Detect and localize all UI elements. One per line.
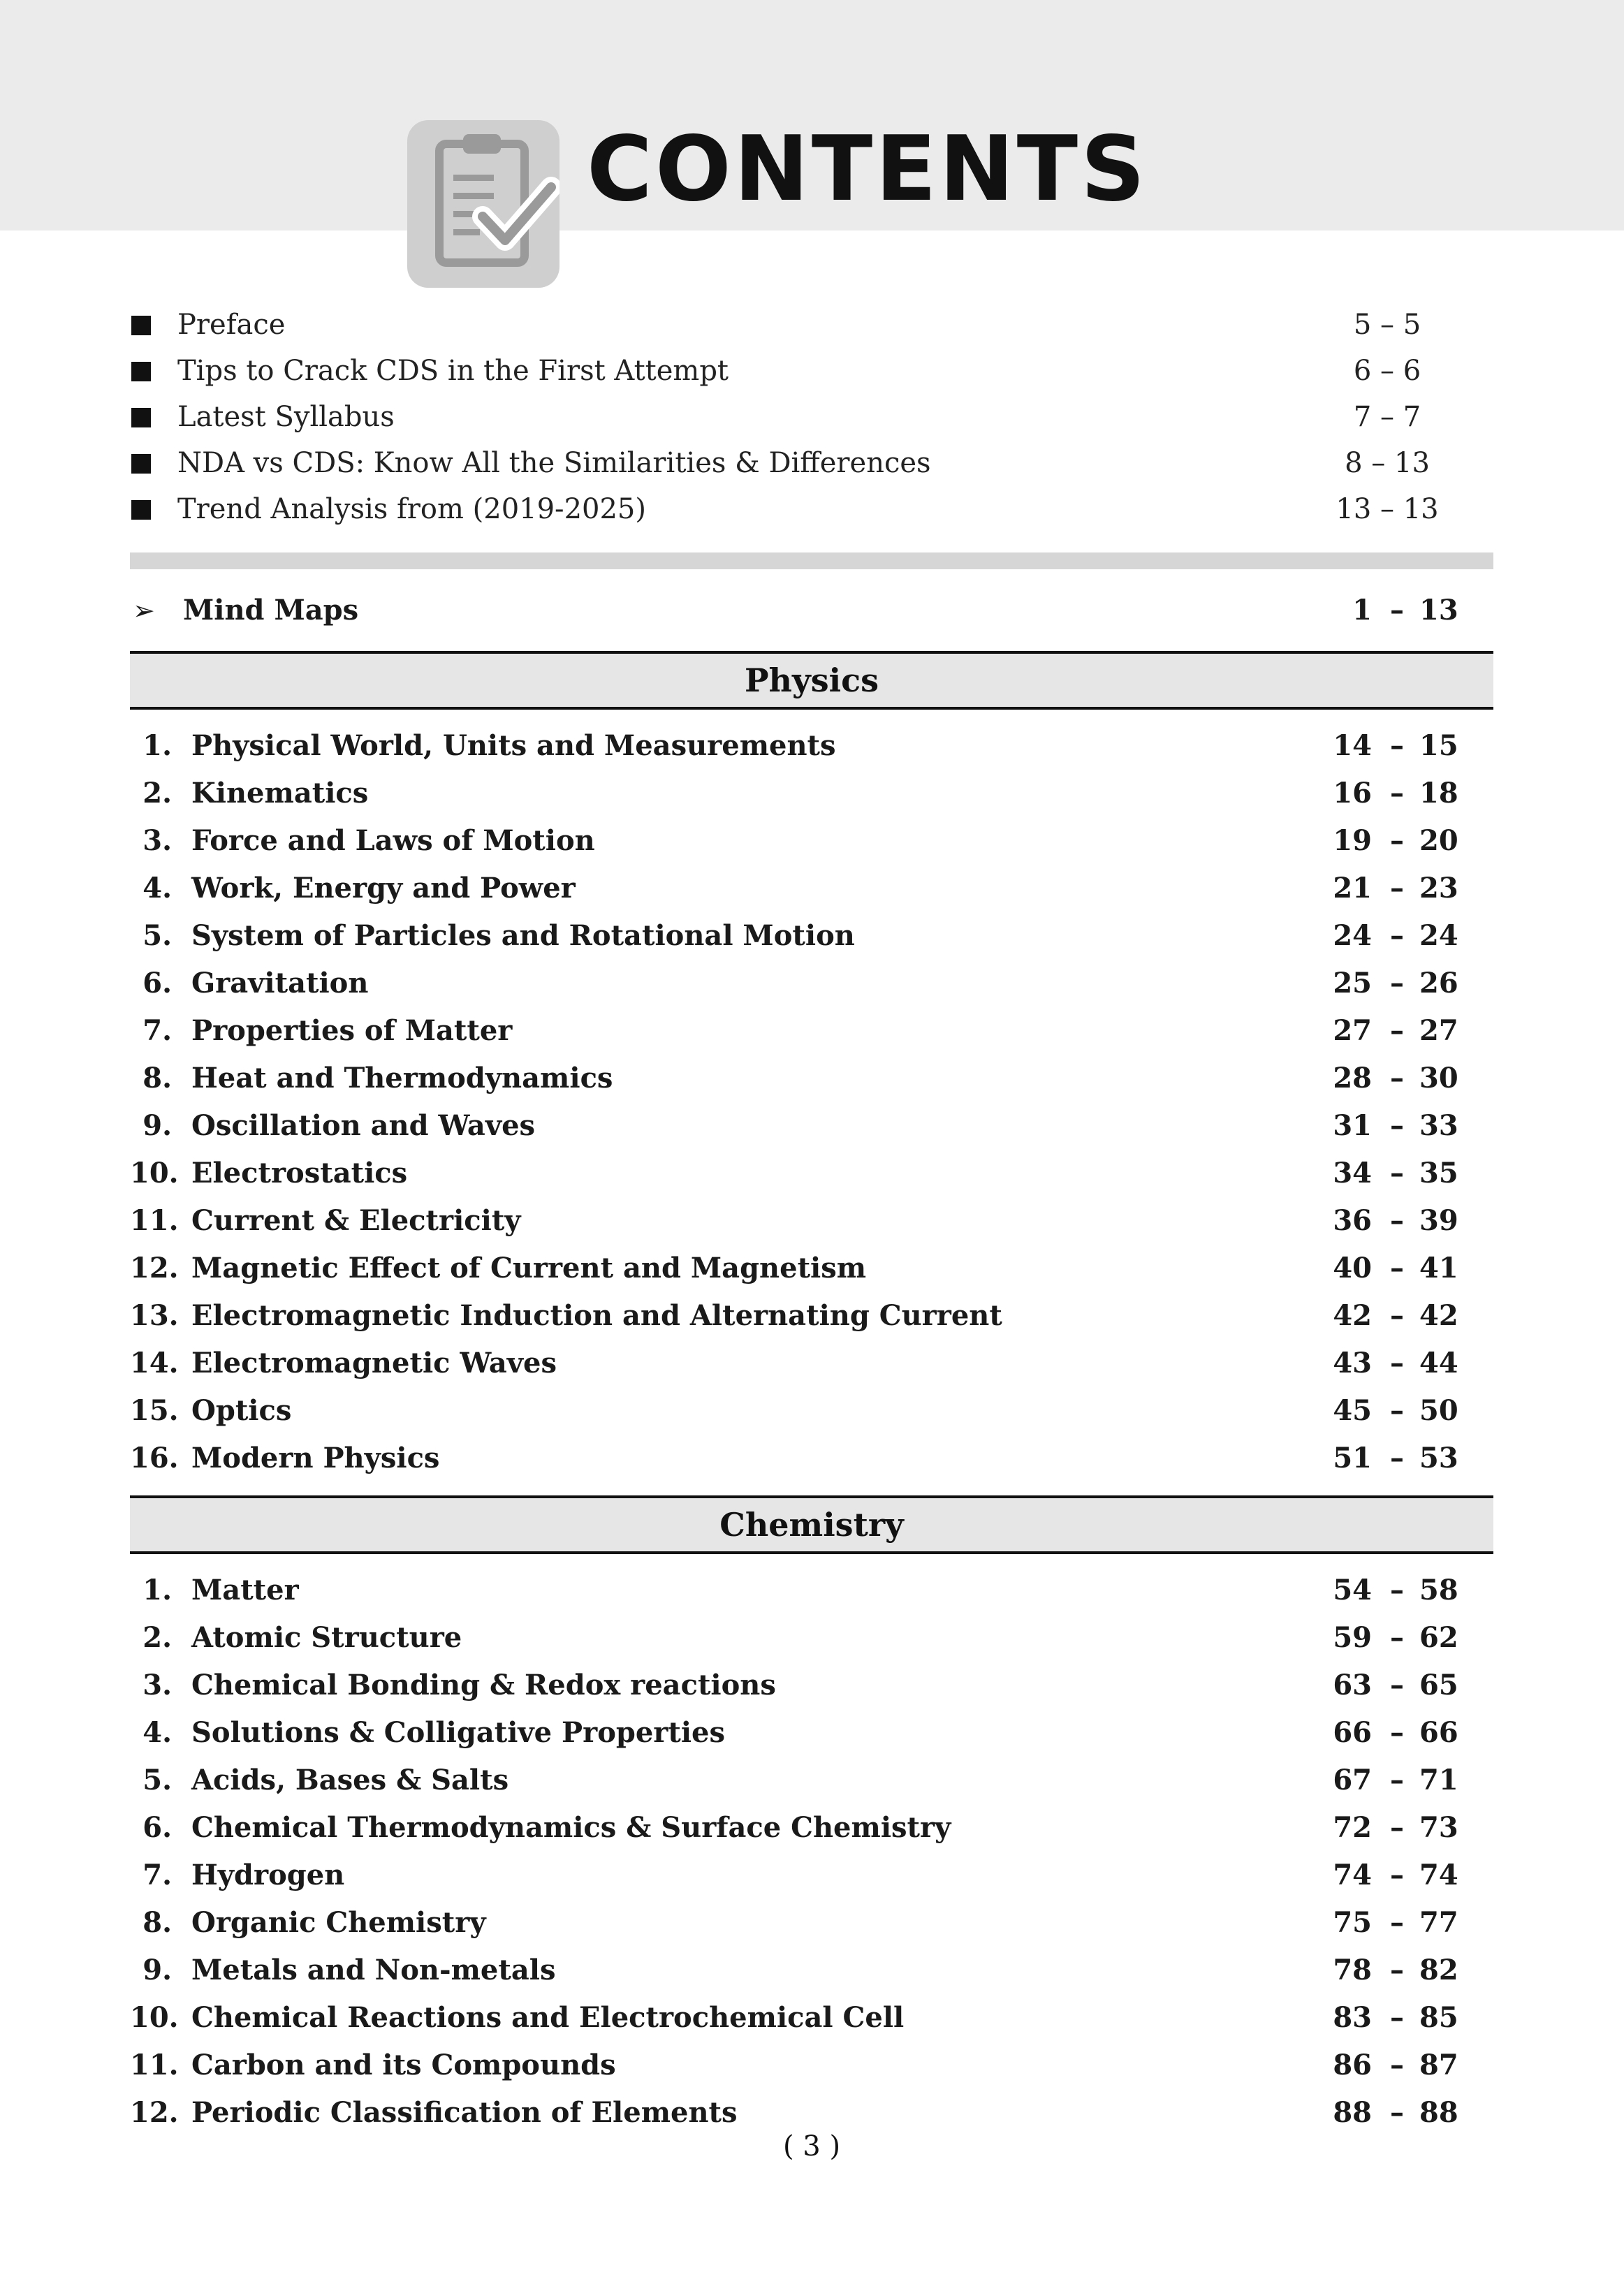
list-item (130, 348, 1457, 394)
range-dash: – (1390, 1574, 1404, 1606)
chapter-number: 3. (142, 1669, 172, 1701)
chapter-number: 2. (142, 777, 172, 810)
chapter-start-page: 74 (1333, 1859, 1372, 1891)
page-number: ( 3 ) (782, 2130, 841, 2162)
chapter-title: Chemical Reactions and Electrochemical Cell (191, 2001, 905, 2034)
table-row (130, 1435, 1468, 1482)
table-row (130, 1709, 1468, 1757)
range-dash: – (1390, 1954, 1404, 1986)
chapter-title: Electrostatics (191, 1157, 408, 1189)
clipboard-check-icon (407, 120, 559, 288)
table-row (130, 2089, 1468, 2137)
entry-start-page: 1 (1352, 594, 1372, 627)
table-row (130, 1150, 1468, 1197)
chapter-number: 9. (142, 1954, 172, 1986)
entry-pages: 8 – 13 (1345, 447, 1430, 479)
chapter-end-page: 50 (1419, 1394, 1458, 1427)
chapter-end-page: 27 (1419, 1014, 1458, 1047)
chapter-title: Work, Energy and Power (191, 872, 576, 905)
table-row (130, 865, 1468, 912)
chapter-title: Matter (191, 1574, 299, 1606)
chapter-number: 10. (130, 1157, 179, 1189)
range-dash: – (1390, 1157, 1404, 1189)
chapter-end-page: 41 (1419, 1252, 1458, 1284)
chapter-number: 14. (130, 1347, 179, 1379)
chapter-start-page: 67 (1333, 1764, 1372, 1796)
chapter-start-page: 75 (1333, 1906, 1372, 1939)
chapter-end-page: 73 (1419, 1811, 1458, 1844)
chapter-number: 11. (130, 1204, 179, 1237)
chapter-end-page: 58 (1419, 1574, 1458, 1606)
chapter-start-page: 31 (1333, 1109, 1372, 1142)
chapter-number: 16. (130, 1442, 179, 1474)
range-dash: – (1390, 1299, 1404, 1332)
chapter-end-page: 20 (1419, 824, 1458, 857)
chapter-end-page: 33 (1419, 1109, 1458, 1142)
chapter-title: Chemical Thermodynamics & Surface Chemistry (191, 1811, 951, 1844)
chapter-end-page: 82 (1419, 1954, 1458, 1986)
entry-end-page: 13 (1419, 594, 1458, 627)
chapter-start-page: 83 (1333, 2001, 1372, 2034)
chapter-start-page: 63 (1333, 1669, 1372, 1701)
entry-pages: 5 – 5 (1353, 309, 1421, 341)
range-dash: – (1390, 1906, 1404, 1939)
entry-title: Latest Syllabus (177, 401, 395, 433)
chapter-title: Properties of Matter (191, 1014, 513, 1047)
table-row (130, 1245, 1468, 1292)
list-item (130, 440, 1457, 486)
chapter-end-page: 39 (1419, 1204, 1458, 1237)
front-matter-list (130, 302, 1457, 532)
chapter-title: Kinematics (191, 777, 369, 810)
table-row (130, 1055, 1468, 1102)
chapter-end-page: 15 (1419, 729, 1458, 762)
section-divider (130, 552, 1493, 569)
bullet-square-icon (131, 316, 151, 335)
chapter-end-page: 23 (1419, 872, 1458, 905)
range-dash: – (1390, 1442, 1404, 1474)
chapter-number: 13. (130, 1299, 179, 1332)
range-dash: – (1390, 2001, 1404, 2034)
chapter-number: 9. (142, 1109, 172, 1142)
chapter-end-page: 53 (1419, 1442, 1458, 1474)
physics-heading: Physics (130, 651, 1493, 710)
entry-title: Tips to Crack CDS in the First Attempt (177, 355, 729, 387)
range-dash: – (1390, 1764, 1404, 1796)
chapter-title: Organic Chemistry (191, 1906, 486, 1939)
chapter-number: 12. (130, 1252, 179, 1284)
chapter-number: 8. (142, 1906, 172, 1939)
list-item (130, 486, 1457, 532)
chapter-start-page: 43 (1333, 1347, 1372, 1379)
table-row (130, 1292, 1468, 1340)
chapter-end-page: 26 (1419, 967, 1458, 1000)
table-row (130, 1340, 1468, 1387)
chapter-number: 6. (142, 967, 172, 1000)
list-item (130, 302, 1457, 348)
chapter-end-page: 24 (1419, 919, 1458, 952)
range-dash: – (1390, 1621, 1404, 1654)
table-row (130, 912, 1468, 960)
physics-chapter-list (130, 722, 1468, 1482)
chapter-title: Electromagnetic Induction and Alternating Current (191, 1299, 1002, 1332)
chapter-number: 7. (142, 1859, 172, 1891)
range-dash: – (1390, 1014, 1404, 1047)
table-row (130, 1852, 1468, 1899)
chapter-start-page: 27 (1333, 1014, 1372, 1047)
chapter-start-page: 54 (1333, 1574, 1372, 1606)
range-dash: – (1390, 1204, 1404, 1237)
chapter-number: 8. (142, 1062, 172, 1095)
table-row (130, 1007, 1468, 1055)
table-row (130, 1197, 1468, 1245)
chapter-end-page: 62 (1419, 1621, 1458, 1654)
entry-title: Preface (177, 309, 286, 341)
chapter-start-page: 24 (1333, 919, 1372, 952)
chemistry-heading: Chemistry (130, 1495, 1493, 1554)
chapter-start-page: 14 (1333, 729, 1372, 762)
chapter-start-page: 28 (1333, 1062, 1372, 1095)
range-dash: – (1390, 1859, 1404, 1891)
bullet-square-icon (131, 500, 151, 520)
chapter-title: System of Particles and Rotational Motion (191, 919, 855, 952)
chapter-title: Heat and Thermodynamics (191, 1062, 613, 1095)
chapter-end-page: 71 (1419, 1764, 1458, 1796)
chapter-title: Electromagnetic Waves (191, 1347, 557, 1379)
page-title: CONTENTS (587, 117, 1148, 221)
chapter-title: Current & Electricity (191, 1204, 521, 1237)
chapter-number: 4. (142, 872, 172, 905)
chapter-end-page: 77 (1419, 1906, 1458, 1939)
chapter-number: 15. (130, 1394, 179, 1427)
table-row (130, 1804, 1468, 1852)
chapter-start-page: 78 (1333, 1954, 1372, 1986)
list-item (130, 394, 1457, 440)
chapter-title: Gravitation (191, 967, 369, 1000)
entry-title: Mind Maps (183, 594, 359, 627)
table-row (130, 817, 1468, 865)
chapter-title: Metals and Non-metals (191, 1954, 556, 1986)
chapter-title: Chemical Bonding & Redox reactions (191, 1669, 776, 1701)
table-row (130, 722, 1468, 770)
range-dash: – (1390, 1394, 1404, 1427)
range-dash: – (1390, 1669, 1404, 1701)
chapter-start-page: 21 (1333, 872, 1372, 905)
arrow-bullet-icon: ➢ (133, 595, 155, 626)
chapter-start-page: 59 (1333, 1621, 1372, 1654)
chapter-start-page: 86 (1333, 2049, 1372, 2081)
table-row (130, 1387, 1468, 1435)
chapter-start-page: 66 (1333, 1716, 1372, 1749)
chapter-start-page: 40 (1333, 1252, 1372, 1284)
table-row (130, 960, 1468, 1007)
chapter-start-page: 88 (1333, 2096, 1372, 2129)
table-row (130, 1662, 1468, 1709)
table-row (130, 1102, 1468, 1150)
bullet-square-icon (131, 454, 151, 474)
bullet-square-icon (131, 362, 151, 381)
chapter-title: Optics (191, 1394, 292, 1427)
chapter-number: 1. (142, 729, 172, 762)
chapter-number: 5. (142, 919, 172, 952)
chapter-title: Acids, Bases & Salts (191, 1764, 509, 1796)
chapter-end-page: 74 (1419, 1859, 1458, 1891)
chapter-title: Hydrogen (191, 1859, 345, 1891)
entry-pages: 7 – 7 (1353, 401, 1421, 433)
chapter-start-page: 19 (1333, 824, 1372, 857)
range-dash: – (1390, 919, 1404, 952)
chapter-end-page: 87 (1419, 2049, 1458, 2081)
chapter-start-page: 16 (1333, 777, 1372, 810)
chapter-number: 12. (130, 2096, 179, 2129)
range-dash: – (1390, 2096, 1404, 2129)
chapter-start-page: 45 (1333, 1394, 1372, 1427)
chapter-start-page: 72 (1333, 1811, 1372, 1844)
table-row (130, 1757, 1468, 1804)
chapter-title: Atomic Structure (191, 1621, 462, 1654)
range-dash: – (1390, 1062, 1404, 1095)
chapter-number: 11. (130, 2049, 179, 2081)
table-row (130, 1994, 1468, 2042)
chapter-title: Force and Laws of Motion (191, 824, 595, 857)
range-dash: – (1390, 2049, 1404, 2081)
table-row (130, 2042, 1468, 2089)
range-dash: – (1390, 1347, 1404, 1379)
chapter-end-page: 30 (1419, 1062, 1458, 1095)
chapter-number: 10. (130, 2001, 179, 2034)
entry-pages: 13 – 13 (1336, 493, 1439, 525)
bullet-square-icon (131, 408, 151, 427)
chemistry-chapter-list (130, 1567, 1468, 2137)
entry-title: NDA vs CDS: Know All the Similarities & Differences (177, 447, 931, 479)
range-dash: – (1390, 1716, 1404, 1749)
chapter-number: 7. (142, 1014, 172, 1047)
chapter-title: Periodic Classification of Elements (191, 2096, 738, 2129)
table-row (130, 1567, 1468, 1614)
chapter-start-page: 42 (1333, 1299, 1372, 1332)
chapter-start-page: 25 (1333, 967, 1372, 1000)
chapter-start-page: 51 (1333, 1442, 1372, 1474)
chapter-start-page: 34 (1333, 1157, 1372, 1189)
range-dash: – (1390, 729, 1404, 762)
chapter-number: 4. (142, 1716, 172, 1749)
range-dash: – (1390, 1252, 1404, 1284)
chapter-end-page: 88 (1419, 2096, 1458, 2129)
chapter-title: Modern Physics (191, 1442, 440, 1474)
chapter-number: 2. (142, 1621, 172, 1654)
entry-title: Trend Analysis from (2019-2025) (177, 493, 646, 525)
chapter-end-page: 35 (1419, 1157, 1458, 1189)
chapter-title: Solutions & Colligative Properties (191, 1716, 726, 1749)
chapter-number: 6. (142, 1811, 172, 1844)
range-dash: – (1390, 872, 1404, 905)
chapter-end-page: 44 (1419, 1347, 1458, 1379)
chapter-end-page: 85 (1419, 2001, 1458, 2034)
chapter-title: Magnetic Effect of Current and Magnetism (191, 1252, 867, 1284)
mind-maps-entry (130, 587, 1468, 634)
range-dash: – (1390, 824, 1404, 857)
range-dash: – (1390, 1109, 1404, 1142)
chapter-end-page: 65 (1419, 1669, 1458, 1701)
table-row (130, 1614, 1468, 1662)
chapter-start-page: 36 (1333, 1204, 1372, 1237)
chapter-end-page: 18 (1419, 777, 1458, 810)
range-dash: – (1390, 1811, 1404, 1844)
table-row (130, 1947, 1468, 1994)
table-row (130, 770, 1468, 817)
chapter-number: 1. (142, 1574, 172, 1606)
chapter-title: Oscillation and Waves (191, 1109, 536, 1142)
range-dash: – (1390, 967, 1404, 1000)
table-row (130, 1899, 1468, 1947)
chapter-title: Physical World, Units and Measurements (191, 729, 836, 762)
chapter-number: 3. (142, 824, 172, 857)
chapter-title: Carbon and its Compounds (191, 2049, 616, 2081)
entry-pages: 6 – 6 (1353, 355, 1421, 387)
range-dash: – (1390, 594, 1404, 627)
range-dash: – (1390, 777, 1404, 810)
chapter-number: 5. (142, 1764, 172, 1796)
chapter-end-page: 42 (1419, 1299, 1458, 1332)
chapter-end-page: 66 (1419, 1716, 1458, 1749)
